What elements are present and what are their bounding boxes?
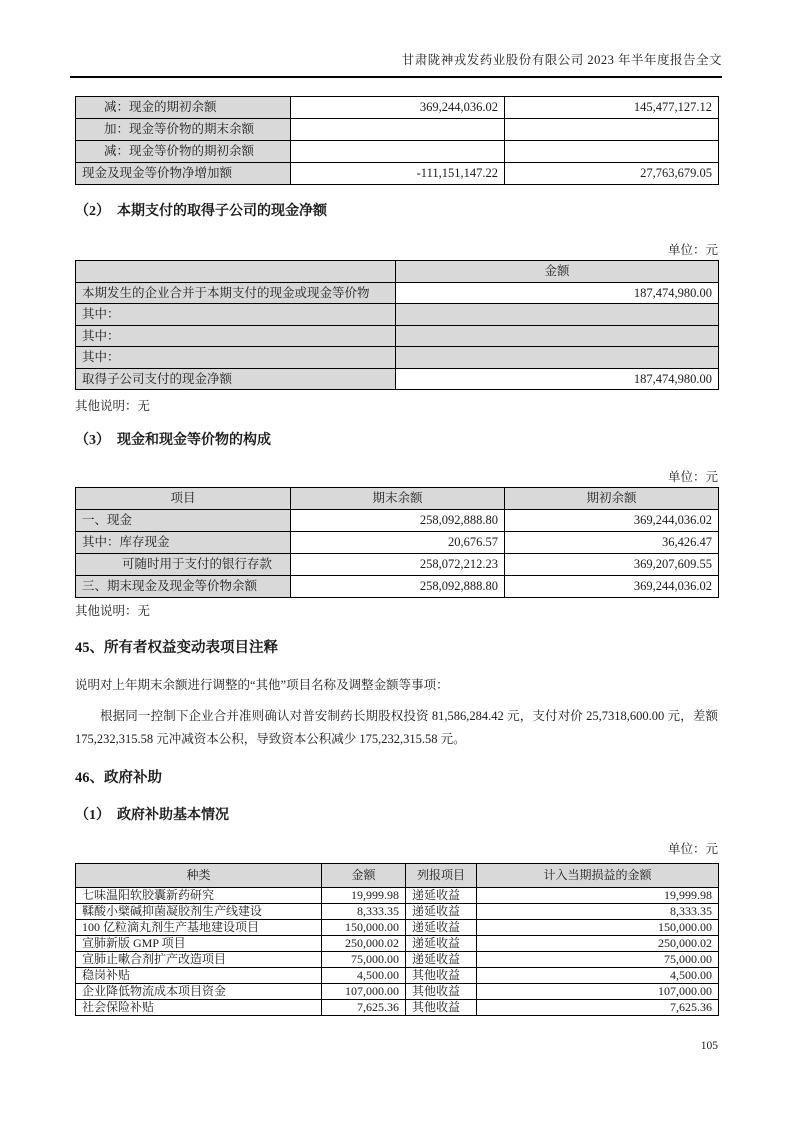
pl-amount: 107,000.00 bbox=[477, 984, 719, 1000]
cash-continuation-table bbox=[75, 96, 719, 185]
pl-amount: 150,000.00 bbox=[477, 920, 719, 936]
table-row bbox=[76, 325, 719, 347]
section-heading-equity-notes: 45、所有者权益变动表项目注释 bbox=[75, 640, 278, 656]
grant-kind: 社会保险补贴 bbox=[76, 1000, 322, 1016]
prior-period-value: 145,477,127.12 bbox=[505, 97, 719, 119]
gov-grants-table bbox=[75, 863, 719, 1016]
row-label: 其中： bbox=[76, 347, 396, 369]
pl-amount-header: 计入当期损益的金额 bbox=[477, 864, 719, 888]
grant-amount: 250,000.02 bbox=[322, 936, 406, 952]
grant-amount: 8,333.35 bbox=[322, 904, 406, 920]
pl-amount: 4,500.00 bbox=[477, 968, 719, 984]
amount-header: 金额 bbox=[322, 864, 406, 888]
unit-label: 单位：元 bbox=[667, 842, 718, 856]
ending-balance-value: 258,092,888.80 bbox=[291, 510, 505, 532]
row-label: 其中： bbox=[76, 304, 396, 326]
row-label: 现金及现金等价物净增加额 bbox=[76, 163, 291, 185]
table-row bbox=[76, 554, 719, 576]
table-row bbox=[76, 510, 719, 532]
table-row bbox=[76, 1000, 719, 1016]
section-heading-gov-grants: 46、政府补助 bbox=[75, 770, 162, 786]
current-period-value bbox=[291, 141, 505, 163]
grant-amount: 75,000.00 bbox=[322, 952, 406, 968]
presentation-item: 其他收益 bbox=[406, 984, 477, 1000]
ending-balance-value: 258,072,212.23 bbox=[291, 554, 505, 576]
unit-label: 单位：元 bbox=[667, 470, 718, 484]
equity-notes-body: 根据同一控制下企业合并准则确认对普安制药长期股权投资 81,586,284.42 元，支付对价 25,7318,600.00 元，差额 175,232,315.58 元冲减资本公积，导致资本公积减少 175,232,315.58 元。 bbox=[75, 709, 718, 746]
row-label: 减：现金等价物的期初余额 bbox=[76, 141, 291, 163]
table-row bbox=[76, 532, 719, 554]
beginning-balance-header: 期初余额 bbox=[505, 488, 719, 510]
table-row bbox=[76, 968, 719, 984]
row-label: 其中： bbox=[76, 325, 396, 347]
table-row bbox=[76, 119, 719, 141]
table-row bbox=[76, 304, 719, 326]
table-row bbox=[76, 163, 719, 185]
report-header-title: 甘肃陇神戎发药业股份有限公司 2023 年半年度报告全文 bbox=[401, 53, 722, 67]
pl-amount: 75,000.00 bbox=[477, 952, 719, 968]
presentation-item-header: 列报项目 bbox=[406, 864, 477, 888]
table-header-row bbox=[76, 864, 719, 888]
ending-balance-header: 期末余额 bbox=[291, 488, 505, 510]
row-label: 其中：库存现金 bbox=[76, 532, 291, 554]
grant-amount: 150,000.00 bbox=[322, 920, 406, 936]
report-page bbox=[75, 0, 722, 1052]
grant-amount: 19,999.98 bbox=[322, 888, 406, 904]
table-header-row bbox=[76, 261, 719, 283]
current-period-value: 369,244,036.02 bbox=[291, 97, 505, 119]
beginning-balance-value: 369,207,609.55 bbox=[505, 554, 719, 576]
ending-balance-value: 20,676.57 bbox=[291, 532, 505, 554]
presentation-item: 其他收益 bbox=[406, 968, 477, 984]
grant-kind: 七味温阳软胶囊新药研究 bbox=[76, 888, 322, 904]
table-row bbox=[76, 282, 719, 304]
grant-kind: 鞣酸小檗碱抑菌凝胶剂生产线建设 bbox=[76, 904, 322, 920]
pl-amount: 19,999.98 bbox=[477, 888, 719, 904]
table-header-row bbox=[76, 488, 719, 510]
table-row bbox=[76, 141, 719, 163]
row-label: 加：现金等价物的期末余额 bbox=[76, 119, 291, 141]
presentation-item: 递延收益 bbox=[406, 920, 477, 936]
table-row bbox=[76, 347, 719, 369]
grant-kind: 100 亿粒滴丸剂生产基地建设项目 bbox=[76, 920, 322, 936]
table-row bbox=[76, 576, 719, 598]
prior-period-value: 27,763,679.05 bbox=[505, 163, 719, 185]
amount-header: 金额 bbox=[396, 261, 719, 283]
presentation-item: 其他收益 bbox=[406, 1000, 477, 1016]
grant-kind: 宣肺止嗽合剂扩产改造项目 bbox=[76, 952, 322, 968]
section-heading-cash-composition: （3） 现金和现金等价物的构成 bbox=[75, 433, 271, 448]
amount-value: 187,474,980.00 bbox=[396, 368, 719, 390]
page-number: 105 bbox=[700, 1040, 718, 1052]
presentation-item: 递延收益 bbox=[406, 952, 477, 968]
beginning-balance-value: 36,426.47 bbox=[505, 532, 719, 554]
table-row bbox=[76, 920, 719, 936]
beginning-balance-value: 369,244,036.02 bbox=[505, 510, 719, 532]
table-row bbox=[76, 368, 719, 390]
presentation-item: 递延收益 bbox=[406, 888, 477, 904]
equity-notes-intro: 说明对上年期末余额进行调整的“其他”项目名称及调整金额等事项： bbox=[75, 678, 449, 692]
row-label: 可随时用于支付的银行存款 bbox=[76, 554, 291, 576]
grant-amount: 107,000.00 bbox=[322, 984, 406, 1000]
grant-amount: 4,500.00 bbox=[322, 968, 406, 984]
table-row bbox=[76, 888, 719, 904]
section-heading-subsidiary-cash: （2） 本期支付的取得子公司的现金净额 bbox=[75, 204, 327, 219]
table-row bbox=[76, 97, 719, 119]
row-label: 三、期末现金及现金等价物余额 bbox=[76, 576, 291, 598]
grant-kind: 企业降低物流成本项目资金 bbox=[76, 984, 322, 1000]
pl-amount: 8,333.35 bbox=[477, 904, 719, 920]
presentation-item: 递延收益 bbox=[406, 904, 477, 920]
prior-period-value bbox=[505, 119, 719, 141]
prior-period-value bbox=[505, 141, 719, 163]
row-label: 一、现金 bbox=[76, 510, 291, 532]
ending-balance-value: 258,092,888.80 bbox=[291, 576, 505, 598]
cash-composition-table bbox=[75, 487, 719, 598]
grant-kind: 稳岗补贴 bbox=[76, 968, 322, 984]
other-note: 其他说明：无 bbox=[75, 399, 151, 413]
empty-header-cell bbox=[76, 261, 396, 283]
kind-header: 种类 bbox=[76, 864, 322, 888]
row-label: 减：现金的期初余额 bbox=[76, 97, 291, 119]
page-header bbox=[70, 0, 722, 78]
table-row bbox=[76, 904, 719, 920]
pl-amount: 250,000.02 bbox=[477, 936, 719, 952]
other-note: 其他说明：无 bbox=[75, 604, 151, 618]
amount-value bbox=[396, 304, 719, 326]
subsidiary-cash-table bbox=[75, 260, 719, 390]
pl-amount: 7,625.36 bbox=[477, 1000, 719, 1016]
table-row bbox=[76, 952, 719, 968]
amount-value bbox=[396, 347, 719, 369]
grant-kind: 宣肺新版 GMP 项目 bbox=[76, 936, 322, 952]
row-label: 本期发生的企业合并于本期支付的现金或现金等价物 bbox=[76, 282, 396, 304]
amount-value: 187,474,980.00 bbox=[396, 282, 719, 304]
presentation-item: 递延收益 bbox=[406, 936, 477, 952]
amount-value bbox=[396, 325, 719, 347]
beginning-balance-value: 369,244,036.02 bbox=[505, 576, 719, 598]
current-period-value bbox=[291, 119, 505, 141]
table-row bbox=[76, 936, 719, 952]
grant-amount: 7,625.36 bbox=[322, 1000, 406, 1016]
item-header: 项目 bbox=[76, 488, 291, 510]
table-row bbox=[76, 984, 719, 1000]
section-heading-gov-grants-basic: （1） 政府补助基本情况 bbox=[75, 808, 229, 823]
current-period-value: -111,151,147.22 bbox=[291, 163, 505, 185]
row-label: 取得子公司支付的现金净额 bbox=[76, 368, 396, 390]
unit-label: 单位：元 bbox=[667, 243, 718, 257]
